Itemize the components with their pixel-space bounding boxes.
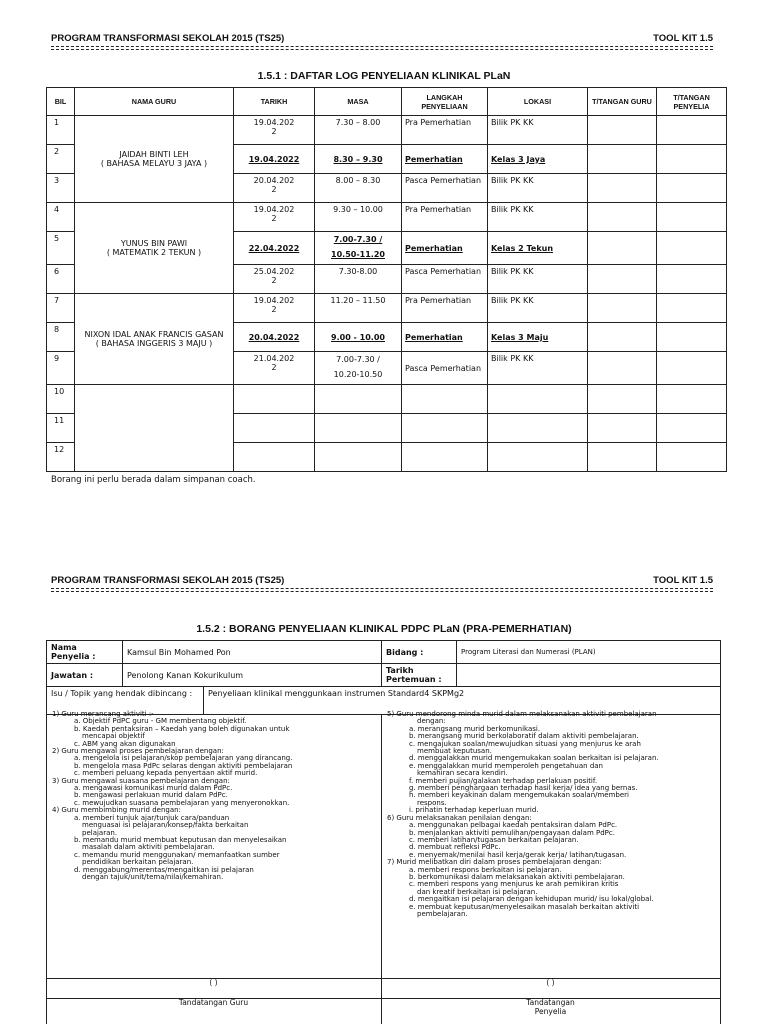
masa-cell: 7.30 – 8.00: [315, 116, 402, 145]
sig-penyelia-line-2: Penyelia: [534, 1007, 567, 1016]
criteria-group: 3) Guru mengawal suasana pembelajaran dengan:: [52, 776, 230, 785]
masa-cell: 11.20 – 11.50: [315, 294, 402, 323]
tarikh-cell: [234, 385, 315, 414]
ttangan-guru-cell: [588, 352, 657, 385]
criteria-item: a. menggunakan pelbagai kaedah pentaksiran dalam PdPc.: [409, 821, 618, 830]
program-title: PROGRAM TRANSFORMASI SEKOLAH 2015 (TS25): [51, 575, 285, 586]
bil-cell: 12: [47, 443, 75, 472]
criteria-group: 6) Guru melaksanakan penilaian dengan:: [387, 813, 532, 822]
criteria-item: pembelajaran.: [417, 909, 468, 918]
criteria-item: e. menggalakkan murid memperoleh pengetahuan dan: [409, 761, 603, 770]
criteria-item: a. Objektif PdPC guru - GM membentang objektif.: [74, 717, 247, 726]
header-divider: [51, 588, 713, 592]
lokasi-cell: Kelas 3 Jaya: [488, 145, 588, 174]
langkah-cell: Pemerhatian: [402, 232, 488, 265]
ttangan-penyelia-cell: [657, 265, 727, 294]
ttangan-guru-cell: [588, 265, 657, 294]
masa-cell: [315, 443, 402, 472]
tarikh-pertemuan-label: Tarikh Pertemuan :: [382, 664, 457, 687]
bil-cell: 8: [47, 323, 75, 352]
ttangan-penyelia-cell: [657, 145, 727, 174]
criteria-item: d. membuat refleksi PdPc.: [409, 843, 501, 852]
criteria-item: f. memberi pujian/galakan terhadap perlakuan positif.: [409, 776, 598, 785]
langkah-cell: [402, 414, 488, 443]
col-header: TARIKH: [234, 88, 315, 116]
ttangan-penyelia-cell: [657, 203, 727, 232]
nama-penyelia-label: Nama Penyelia :: [47, 641, 123, 664]
criteria-group: 5) Guru mendorong minda murid dalam melaksanakan aktiviti pembelajaran: [387, 710, 657, 718]
criteria-item: c. mewujudkan suasana pembelajaran yang menyeronokkan.: [74, 798, 290, 807]
langkah-cell: Pasca Pemerhatian: [402, 352, 488, 385]
langkah-cell: Pra Pemerhatian: [402, 203, 488, 232]
criteria-list-right: [387, 711, 722, 918]
criteria-item: e. menyemak/menilai hasil kerja/gerak kerja/ latihan/tugasan.: [409, 850, 627, 859]
plan-title: 1.5.2 : BORANG PENYELIAAN KLINIKAL PDPC PLaN (PRA-PEMERHATIAN): [196, 623, 572, 635]
tarikh-cell: [234, 414, 315, 443]
criteria-item: menguasai isi pelajaran/konsep/fakta berkaitan: [82, 821, 249, 830]
bil-cell: 9: [47, 352, 75, 385]
tarikh-cell: 25.04.202 2: [234, 265, 315, 294]
criteria-item: pendidikan berkaitan pelajaran.: [82, 858, 194, 867]
criteria-item: c. mengajukan soalan/mewujudkan situasi yang menjurus ke arah: [409, 739, 641, 748]
criteria-item: c. memberi latihan/tugasan berkaitan pelajaran.: [409, 835, 579, 844]
page-header-2: [51, 575, 713, 586]
lokasi-cell: Bilik PK KK: [488, 174, 588, 203]
sig-penyelia-label: [381, 998, 720, 1016]
criteria-item: c. memberi peluang kepada penyertaan aktif murid.: [74, 769, 258, 778]
tarikh-cell: 20.04.2022: [234, 323, 315, 352]
bil-cell: 11: [47, 414, 75, 443]
criteria-item: d. menggabung/merentas/mengaitkan isi pelajaran: [74, 865, 254, 874]
page-header-1: [51, 33, 713, 44]
criteria-item: g. memberi penghargaan terhadap hasil kerja/ idea yang bernas.: [409, 784, 638, 793]
criteria-item: a. merangsang murid berkomunikasi.: [409, 724, 541, 733]
ttangan-guru-cell: [588, 203, 657, 232]
teacher-name-cell: [75, 385, 234, 472]
col-header: MASA: [315, 88, 402, 116]
criteria-item: respons.: [417, 798, 447, 807]
lokasi-cell: [488, 414, 588, 443]
isu-label: Isu / Topik yang hendak dibincang :: [47, 687, 204, 715]
jawatan-label: Jawatan :: [47, 664, 123, 687]
criteria-group: 1) Guru merancang aktiviti :-: [52, 710, 154, 718]
paren-right: ( ): [546, 978, 555, 987]
bidang-label: Bidang :: [382, 641, 457, 664]
lokasi-cell: [488, 443, 588, 472]
tarikh-cell: 19.04.2022: [234, 145, 315, 174]
bil-cell: 3: [47, 174, 75, 203]
log-table: [46, 87, 727, 472]
criteria-item: dengan tajuk/unit/tema/nilai/kemahiran.: [82, 872, 224, 881]
masa-cell: 7.00-7.30 / 10.50-11.20: [315, 232, 402, 265]
log-row: [47, 385, 727, 414]
langkah-cell: Pasca Pemerhatian: [402, 265, 488, 294]
criteria-item: d. mengaitkan isi pelajaran dengan kehidupan murid/ isu lokal/global.: [409, 895, 654, 904]
header-divider: [51, 46, 713, 50]
langkah-cell: Pra Pemerhatian: [402, 116, 488, 145]
criteria-item: b. Kaedah pentaksiran – Kaedah yang boleh digunakan untuk: [74, 724, 290, 733]
col-header: LANGKAH PENYELIAAN: [402, 88, 488, 116]
criteria-item: c. memandu murid menggunakan/ memanfaatkan sumber: [74, 850, 280, 859]
masa-cell: 7.30-8.00: [315, 265, 402, 294]
toolkit-label: TOOL KIT 1.5: [653, 575, 713, 586]
lokasi-cell: Bilik PK KK: [488, 294, 588, 323]
criteria-item: b. merangsang murid berkolaboratif dalam aktiviti pembelajaran.: [409, 732, 639, 741]
bil-cell: 6: [47, 265, 75, 294]
ttangan-penyelia-cell: [657, 414, 727, 443]
lokasi-cell: Bilik PK KK: [488, 203, 588, 232]
tarikh-pertemuan-value: [457, 664, 721, 687]
criteria-item: c. memberi respons yang menjurus ke arah pemikiran kritis: [409, 880, 619, 889]
criteria-item: b. mengelola masa PdPc selaras dengan aktiviti pembelajaran: [74, 761, 293, 770]
tarikh-cell: [234, 443, 315, 472]
jawatan-value: Penolong Kanan Kokurikulum: [123, 664, 382, 687]
ttangan-guru-cell: [588, 323, 657, 352]
bil-cell: 10: [47, 385, 75, 414]
tarikh-cell: 20.04.202 2: [234, 174, 315, 203]
tarikh-cell: 21.04.202 2: [234, 352, 315, 385]
log-title: 1.5.1 : DAFTAR LOG PENYELIAAN KLINIKAL PLaN: [257, 70, 511, 82]
bil-cell: 1: [47, 116, 75, 145]
criteria-group: 4) Guru membimbing murid dengan:: [52, 806, 181, 815]
isu-value: Penyeliaan klinikal menggunkaan instrumen Standard4 SKPMg2: [204, 687, 721, 715]
criteria-item: a. memberi tunjuk ajar/tunjuk cara/panduan: [74, 813, 230, 822]
langkah-cell: Pasca Pemerhatian: [402, 174, 488, 203]
langkah-cell: Pra Pemerhatian: [402, 294, 488, 323]
ttangan-guru-cell: [588, 294, 657, 323]
log-header-row: [47, 88, 727, 116]
ttangan-penyelia-cell: [657, 323, 727, 352]
criteria-item: e. membuat keputusan/menyelesaikan masalah berkaitan aktiviti: [409, 902, 640, 911]
langkah-cell: Pemerhatian: [402, 145, 488, 174]
lokasi-cell: Kelas 2 Tekun: [488, 232, 588, 265]
bidang-value: Program Literasi dan Numerasi (PLAN): [457, 641, 721, 664]
tarikh-cell: 22.04.2022: [234, 232, 315, 265]
tarikh-cell: 19.04.202 2: [234, 203, 315, 232]
criteria-item: pelajaran.: [82, 828, 118, 837]
masa-cell: [315, 414, 402, 443]
criteria-group: 2) Guru mengawal proses pembelajaran dengan:: [52, 747, 224, 756]
criteria-item: b. menjalankan aktiviti pemulihan/pengayaan dalam PdPc.: [409, 828, 615, 837]
ttangan-guru-cell: [588, 174, 657, 203]
criteria-item: mencapai objektif: [82, 732, 145, 741]
tarikh-cell: 19.04.202 2: [234, 294, 315, 323]
col-header: T/TANGAN GURU: [588, 88, 657, 116]
masa-cell: 8.00 – 8.30: [315, 174, 402, 203]
criteria-item: a. mengelola isi pelajaran/skop pembelajaran yang dirancang.: [74, 754, 293, 763]
ttangan-penyelia-cell: [657, 232, 727, 265]
criteria-item: a. memberi respons berkaitan isi pelajaran.: [409, 865, 562, 874]
ttangan-guru-cell: [588, 116, 657, 145]
criteria-item: d. menggalakkan murid mengemukakan soalan berkaitan isi pelajaran.: [409, 754, 659, 763]
criteria-item: kemahiran secara kendiri.: [417, 769, 508, 778]
langkah-cell: [402, 443, 488, 472]
masa-cell: 7.00-7.30 / 10.20-10.50: [315, 352, 402, 385]
tarikh-cell: 19.04.202 2: [234, 116, 315, 145]
sig-guru-label: Tandatangan Guru: [178, 998, 249, 1007]
log-row: [47, 116, 727, 145]
masa-cell: 9.00 - 10.00: [315, 323, 402, 352]
lokasi-cell: [488, 385, 588, 414]
criteria-list-left: [52, 711, 382, 881]
sig-penyelia-line-1: Tandatangan: [526, 998, 575, 1007]
log-row: [47, 203, 727, 232]
log-row: [47, 294, 727, 323]
col-header: LOKASI: [488, 88, 588, 116]
ttangan-guru-cell: [588, 385, 657, 414]
lokasi-cell: Bilik PK KK: [488, 352, 588, 385]
teacher-name-cell: JAIDAH BINTI LEH ( BAHASA MELAYU 3 JAYA ): [75, 116, 234, 203]
ttangan-guru-cell: [588, 232, 657, 265]
criteria-item: b. berkomunikasi dalam melaksanakan aktiviti pembelajaran.: [409, 872, 625, 881]
toolkit-label: TOOL KIT 1.5: [653, 33, 713, 44]
masa-cell: [315, 385, 402, 414]
criteria-item: b. mengawasi perlakuan murid dalam PdPc.: [74, 791, 228, 800]
criteria-item: dengan:: [417, 717, 446, 726]
criteria-group: 7) Murid melibatkan diri dalam proses pembelajaran dengan:: [387, 858, 602, 867]
ttangan-penyelia-cell: [657, 294, 727, 323]
ttangan-penyelia-cell: [657, 116, 727, 145]
ttangan-guru-cell: [588, 443, 657, 472]
criteria-item: a. mengawasi komunikasi murid dalam PdPc.: [74, 784, 233, 793]
langkah-cell: Pemerhatian: [402, 323, 488, 352]
ttangan-penyelia-cell: [657, 174, 727, 203]
criteria-item: membuat keputusan.: [417, 747, 492, 756]
bil-cell: 7: [47, 294, 75, 323]
program-title: PROGRAM TRANSFORMASI SEKOLAH 2015 (TS25): [51, 33, 285, 44]
bil-cell: 4: [47, 203, 75, 232]
bil-cell: 2: [47, 145, 75, 174]
criteria-item: h. memberi keyakinan dalam mengemukakan soalan/memberi: [409, 791, 630, 800]
log-note: Borang ini perlu berada dalam simpanan coach.: [51, 475, 256, 485]
criteria-item: dan kreatif berkaitan isi pelajaran.: [417, 887, 538, 896]
lokasi-cell: Bilik PK KK: [488, 265, 588, 294]
teacher-name-cell: NIXON IDAL ANAK FRANCIS GASAN ( BAHASA INGGERIS 3 MAJU ): [75, 294, 234, 385]
col-header: T/TANGAN PENYELIA: [657, 88, 727, 116]
langkah-cell: [402, 385, 488, 414]
masa-cell: 9.30 – 10.00: [315, 203, 402, 232]
criteria-item: c. ABM yang akan digunakan: [74, 739, 176, 748]
lokasi-cell: Kelas 3 Maju: [488, 323, 588, 352]
criteria-item: i. prihatin terhadap keperluan murid.: [409, 806, 539, 815]
ttangan-penyelia-cell: [657, 352, 727, 385]
nama-penyelia-value: Kamsul Bin Mohamed Pon: [123, 641, 382, 664]
criteria-item: masalah dalam aktiviti pembelajaran.: [82, 843, 215, 852]
ttangan-guru-cell: [588, 414, 657, 443]
teacher-name-cell: YUNUS BIN PAWI ( MATEMATIK 2 TEKUN ): [75, 203, 234, 294]
criteria-item: b. memandu murid membuat keputusan dan menyelesaikan: [74, 835, 287, 844]
ttangan-penyelia-cell: [657, 385, 727, 414]
ttangan-guru-cell: [588, 145, 657, 174]
masa-cell: 8.30 – 9.30: [315, 145, 402, 174]
ttangan-penyelia-cell: [657, 443, 727, 472]
lokasi-cell: Bilik PK KK: [488, 116, 588, 145]
bil-cell: 5: [47, 232, 75, 265]
col-header: BIL: [47, 88, 75, 116]
col-header: NAMA GURU: [75, 88, 234, 116]
paren-left: ( ): [209, 978, 218, 987]
